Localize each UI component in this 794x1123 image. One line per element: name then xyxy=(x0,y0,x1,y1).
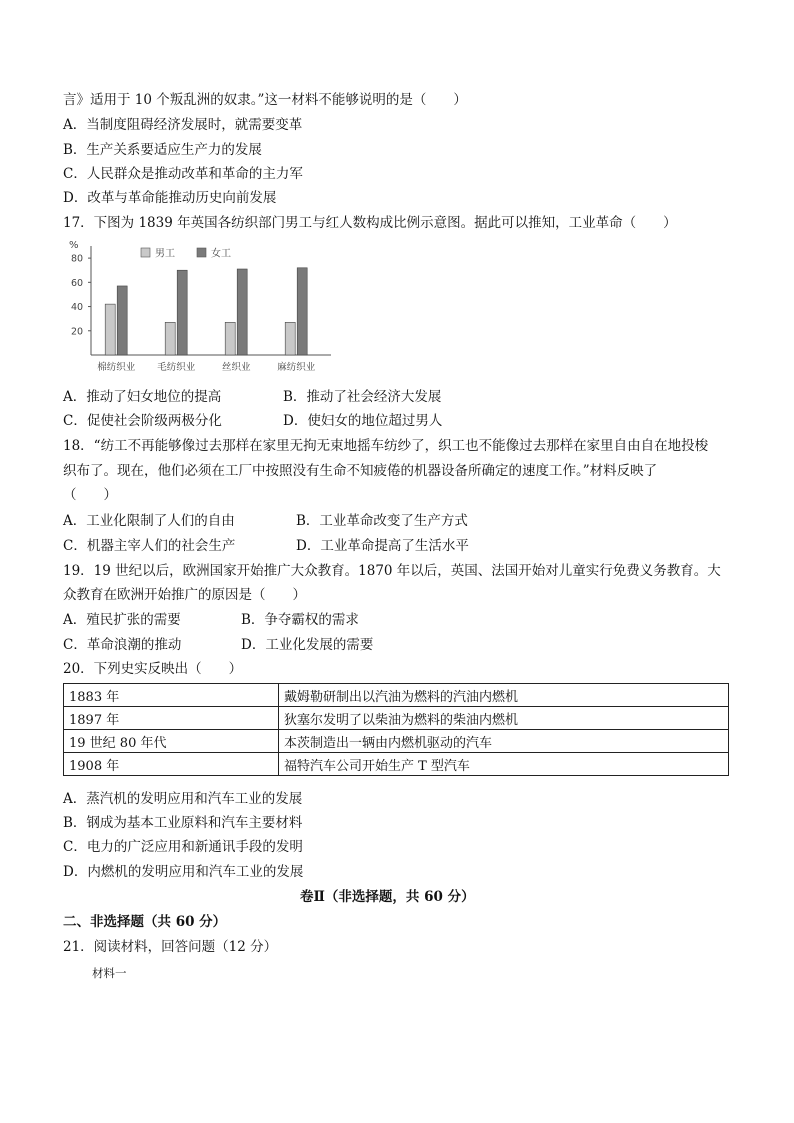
q18-stem-line2: 织布了。现在，他们必须在工厂中按照没有生命不知疲倦的机器设备所确定的速度工作。”材料反映了 xyxy=(63,463,658,479)
q16-stem-tail: 言》适用于 10 个叛乱洲的奴隶。”这一材料不能够说明的是（ ） xyxy=(63,92,467,108)
section2-title: 二、非选择题（共 60 分） xyxy=(63,914,227,930)
q20-option-c: C．电力的广泛应用和新通讯手段的发明 xyxy=(63,839,303,855)
q19-options-row1 xyxy=(63,611,729,629)
legend-label: 男工 xyxy=(155,248,175,260)
part2-title: 卷Ⅱ（非选择题，共 60 分） xyxy=(300,889,475,905)
q18-stem-line1: 18．“纺工不再能够像过去那样在家里无拘无束地摇车纺纱了，织工也不能像过去那样在家里自由自在地投梭 xyxy=(63,438,709,454)
bar-female xyxy=(297,268,307,355)
q19-option-b: B．争夺霸权的需求 xyxy=(241,612,359,628)
bar-male xyxy=(165,322,175,355)
q18-option-b: B．工业革命改变了生产方式 xyxy=(296,513,468,529)
bar-male xyxy=(285,322,295,355)
q20-stem: 20．下列史实反映出（ ） xyxy=(63,661,243,677)
legend-swatch xyxy=(141,248,150,257)
q16-option-c: C．人民群众是推动改革和革命的主力军 xyxy=(63,166,303,182)
q17-option-c: C．促使社会阶级两极分化 xyxy=(63,413,222,429)
table-cell-date: 1897 年 xyxy=(64,707,279,730)
q17-options-row2 xyxy=(63,412,729,430)
table-cell-date: 1908 年 xyxy=(64,753,279,776)
bar-female xyxy=(117,286,127,355)
table-row xyxy=(64,753,729,776)
q18-option-c: C．机器主宰人们的社会生产 xyxy=(63,538,236,554)
q20-option-b: B．钢成为基本工业原料和汽车主要材料 xyxy=(63,815,303,831)
table-cell-event: 狄塞尔发明了以柴油为燃料的柴油内燃机 xyxy=(279,707,729,730)
q17-stem: 17．下图为 1839 年英国各纺织部门男工与红人数构成比例示意图。据此可以推知，工业革命（ ） xyxy=(63,215,677,231)
y-tick-label: 80 xyxy=(71,253,84,265)
q19-options-row2 xyxy=(63,636,729,654)
material1-label: 材料一 xyxy=(92,966,127,980)
q17-option-a: A．推动了妇女地位的提高 xyxy=(63,389,222,405)
q18-option-d: D．工业革命提高了生活水平 xyxy=(296,538,469,554)
q18-answer-paren: （ ） xyxy=(63,487,117,503)
q19-option-a: A．殖民扩张的需要 xyxy=(63,612,181,628)
q17-option-d: D．使妇女的地位超过男人 xyxy=(283,413,443,429)
bar-female xyxy=(177,270,187,355)
q16-option-a: A．当制度阻碍经济发展时，就需要变革 xyxy=(63,117,303,133)
q16-option-b: B．生产关系要适应生产力的发展 xyxy=(63,142,262,158)
x-tick-label: 棉纺织业 xyxy=(97,362,136,373)
table-row xyxy=(64,684,729,707)
q16-option-d: D．改革与革命能推动历史向前发展 xyxy=(63,190,277,206)
q18-options-row1 xyxy=(63,512,729,530)
bar-female xyxy=(237,269,247,355)
q19-stem-line2: 众教育在欧洲开始推广的原因是（ ） xyxy=(63,587,306,603)
q17-option-b: B．推动了社会经济大发展 xyxy=(283,389,442,405)
q19-stem-line1: 19．19 世纪以后，欧洲国家开始推广大众教育。1870 年以后，英国、法国开始对儿童实行免费义务教育。大 xyxy=(63,563,721,579)
y-tick-label: 40 xyxy=(71,302,84,314)
bar-male xyxy=(105,304,115,355)
q17-options-row1 xyxy=(63,388,729,406)
table-cell-date: 1883 年 xyxy=(64,684,279,707)
y-tick-label: 20 xyxy=(71,326,84,338)
q17-bar-chart xyxy=(63,238,335,378)
table-cell-date: 19 世纪 80 年代 xyxy=(64,730,279,753)
table-cell-event: 戴姆勒研制出以汽油为燃料的汽油内燃机 xyxy=(279,684,729,707)
table-row xyxy=(64,730,729,753)
q20-facts-table xyxy=(63,683,729,776)
q21-stem: 21．阅读材料，回答问题（12 分） xyxy=(63,939,278,955)
q19-option-d: D．工业化发展的需要 xyxy=(241,637,374,653)
bar-male xyxy=(225,322,235,355)
q20-option-d: D．内燃机的发明应用和汽车工业的发展 xyxy=(63,864,304,880)
table-cell-event: 本茨制造出一辆由内燃机驱动的汽车 xyxy=(279,730,729,753)
q18-option-a: A．工业化限制了人们的自由 xyxy=(63,513,235,529)
q20-option-a: A．蒸汽机的发明应用和汽车工业的发展 xyxy=(63,791,303,807)
legend-label: 女工 xyxy=(211,248,231,260)
table-cell-event: 福特汽车公司开始生产 T 型汽车 xyxy=(279,753,729,776)
x-tick-label: 丝织业 xyxy=(221,362,251,373)
legend-swatch xyxy=(197,248,206,257)
x-tick-label: 毛纺织业 xyxy=(157,362,196,373)
x-tick-label: 麻纺织业 xyxy=(277,362,316,373)
q19-option-c: C．革命浪潮的推动 xyxy=(63,637,182,653)
q18-options-row2 xyxy=(63,537,729,555)
y-axis-label: % xyxy=(69,240,79,251)
table-row xyxy=(64,707,729,730)
y-tick-label: 60 xyxy=(71,277,84,289)
